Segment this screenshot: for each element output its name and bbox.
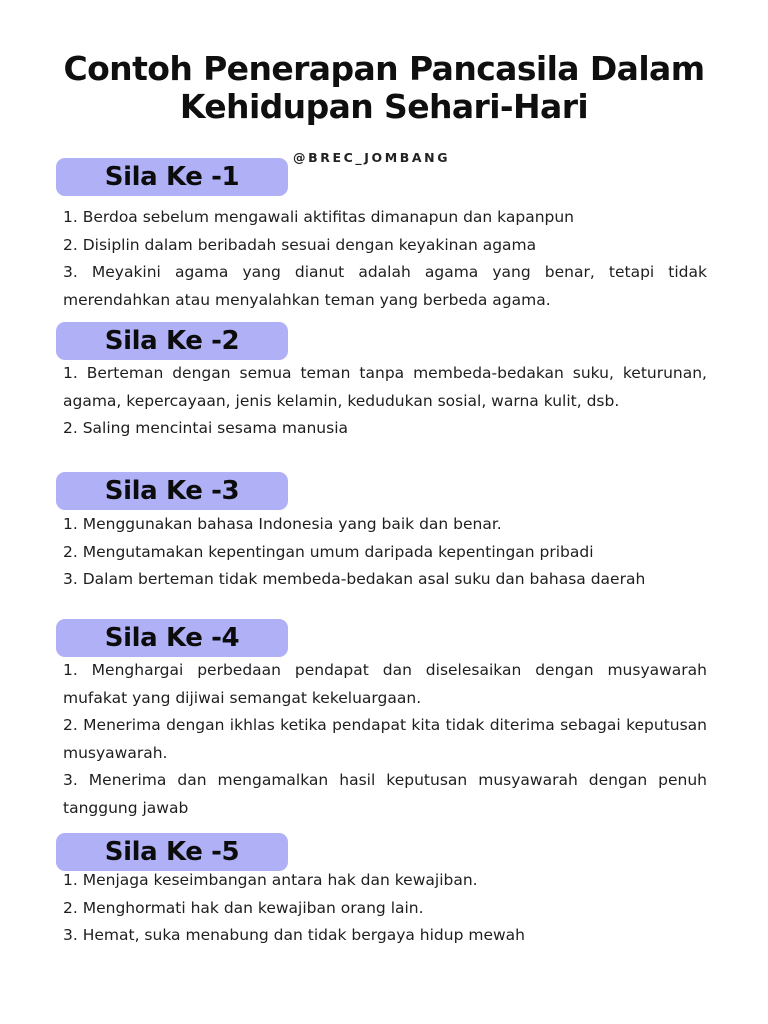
list-item: 2. Mengutamakan kepentingan umum daripada kepentingan pribadi bbox=[63, 542, 594, 561]
list-item: 2. Menerima dengan ikhlas ketika pendapat kita tidak diterima sebagai keputusan musyawarah. bbox=[63, 716, 707, 762]
list-item: 3. Dalam berteman tidak membeda-bedakan asal suku dan bahasa daerah bbox=[63, 570, 646, 588]
section-heading-sila-1 bbox=[56, 158, 288, 196]
list-item: 1. Berteman dengan semua teman tanpa membeda-bedakan suku, keturunan, agama, kepercayaan, jenis kelamin, kedudukan sosial, warna kulit, dsb. bbox=[63, 364, 707, 410]
page-title bbox=[0, 50, 768, 126]
list-item: 2. Saling mencintai sesama manusia bbox=[63, 419, 349, 437]
list-item: 1. Menjaga keseimbangan antara hak dan kewajiban. bbox=[63, 871, 478, 889]
list-item: 2. Disiplin dalam beribadah sesuai dengan keyakinan agama bbox=[63, 235, 537, 254]
list-item: 3. Meyakini agama yang dianut adalah agama yang benar, tetapi tidak merendahkan atau menyalahkan teman yang berbeda agama. bbox=[63, 263, 707, 309]
section-heading-label: Sila Ke -2 bbox=[104, 326, 240, 356]
list-item: 1. Menggunakan bahasa Indonesia yang baik dan benar. bbox=[63, 515, 502, 533]
section-list-sila-5 bbox=[63, 867, 707, 950]
section-list-sila-3 bbox=[63, 511, 707, 594]
section-heading-label: Sila Ke -4 bbox=[104, 623, 240, 653]
section-list-sila-1 bbox=[63, 204, 707, 314]
list-item: 3. Hemat, suka menabung dan tidak bergaya hidup mewah bbox=[63, 926, 525, 944]
list-item: 1. Berdoa sebelum mengawali aktifitas dimanapun dan kapanpun bbox=[63, 208, 575, 226]
section-heading-label: Sila Ke -1 bbox=[104, 162, 240, 192]
section-heading-sila-5 bbox=[56, 833, 288, 871]
author-handle: @BREC_JOMBANG bbox=[293, 150, 451, 165]
page-title-line-2: Kehidupan Sehari-Hari bbox=[179, 87, 589, 126]
section-heading-sila-2 bbox=[56, 322, 288, 360]
section-heading-label: Sila Ke -5 bbox=[104, 837, 240, 867]
section-list-sila-4 bbox=[63, 657, 707, 822]
section-heading-sila-3 bbox=[56, 472, 288, 510]
list-item: 2. Menghormati hak dan kewajiban orang lain. bbox=[63, 898, 424, 917]
section-list-sila-2 bbox=[63, 360, 707, 443]
list-item: 1. Menghargai perbedaan pendapat dan diselesaikan dengan musyawarah mufakat yang dijiwai semangat kekeluargaan. bbox=[63, 661, 707, 707]
list-item: 3. Menerima dan mengamalkan hasil keputusan musyawarah dengan penuh tanggung jawab bbox=[63, 771, 707, 817]
page-title-line-1: Contoh Penerapan Pancasila Dalam bbox=[63, 49, 705, 88]
section-heading-label: Sila Ke -3 bbox=[104, 476, 240, 506]
section-heading-sila-4 bbox=[56, 619, 288, 657]
